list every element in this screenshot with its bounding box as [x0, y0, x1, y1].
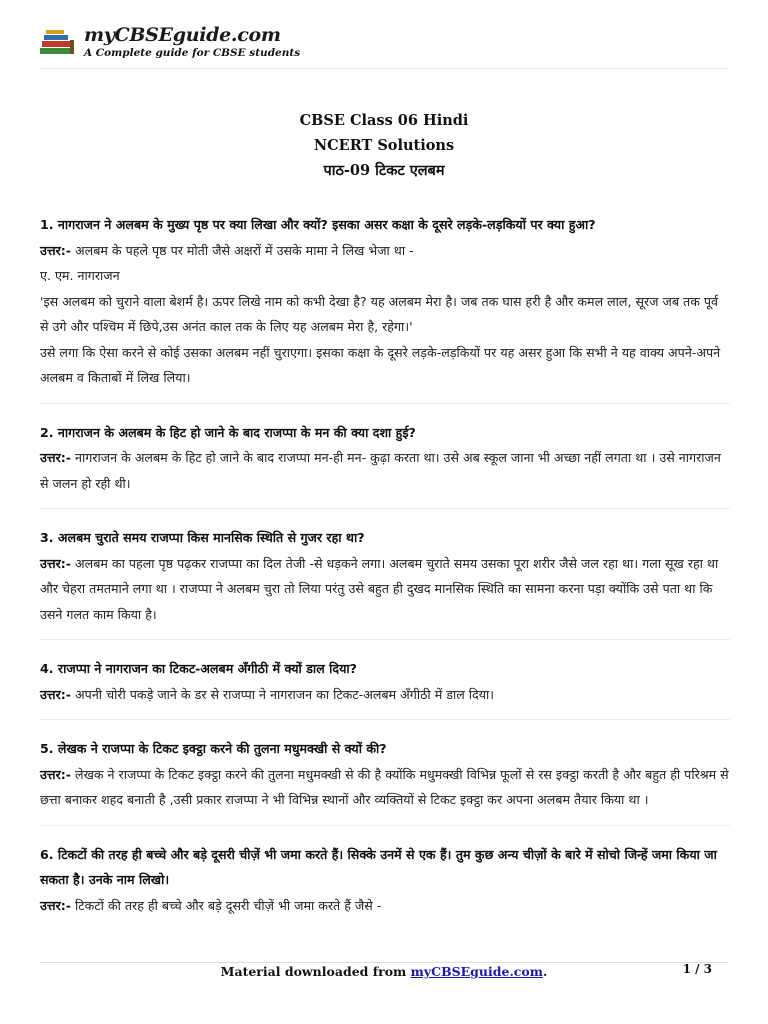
answer-text — [40, 893, 730, 919]
brand-tagline: A Complete guide for CBSE students — [84, 47, 301, 59]
footer-link[interactable]: myCBSEguide.com — [410, 964, 543, 979]
answer-label: उत्तर:- — [40, 555, 72, 571]
header-divider — [40, 68, 728, 69]
answer-label: उत्तर:- — [40, 450, 72, 465]
answer-label: उत्तर:- — [40, 686, 72, 702]
answer-paragraph: उसे लगा कि ऐसा करने से कोई उसका अलबम नहीं चुराएगा। इसका कक्षा के दूसरे लड़के-लड़कियों पर यह असर हुआ कि सभी ने यह वाक्य अपने-अपने अलबम व किताबों में लिख लिया। — [40, 344, 721, 385]
qa-item — [40, 736, 730, 826]
answer-body: नागराजन के अलबम के हिट हो जाने के बाद राजप्पा मन-ही मन- कुढ़ा करता था। उसे अब स्कूल जाना भी अच्छा नहीं लगता था । उसे नागराजन से जलन हो रही थी। — [40, 450, 721, 491]
question-text: 3. अलबम चुराते समय राजप्पा किस मानसिक स्थिति से गुजर रहा था? — [40, 530, 365, 545]
answer-body: लेखक ने राजप्पा के टिकट इक्ट्ठा करने की तुलना मधुमक्खी से की है क्योंकि मधुमक्खी विभिन्न फूलों से रस इक्ट्ठा करती है और बहुत ही परिश्रम से छत्ता बनाकर शहद बनाती है ,उसी प्रकार राजप्पा ने भी विभिन्न स्थानों और व्यक्तियों से टिकट इक्ट्ठा कर अपना अलबम तैयार किया था । — [40, 766, 729, 807]
question-text: 4. राजप्पा ने नागराजन का टिकट-अलबम अँगीठी में क्यों डाल दिया? — [40, 661, 357, 676]
answer-text — [40, 682, 730, 708]
question-text: 5. लेखक ने राजप्पा के टिकट इक्ट्ठा करने की तुलना मधुमक्खी से क्यों की? — [40, 741, 387, 756]
answer-paragraph: ए. एम. नागराजन — [40, 268, 120, 283]
answer-label: उत्तर:- — [40, 897, 72, 913]
books-icon — [38, 28, 78, 58]
answer-text — [40, 238, 730, 264]
footer — [0, 962, 768, 982]
qa-list — [40, 212, 730, 946]
title-line-2: NCERT Solutions — [313, 137, 455, 154]
page-number: 1 / 3 — [682, 962, 712, 976]
footer-suffix: . — [542, 964, 548, 979]
answer-label: उत्तर:- — [40, 766, 72, 782]
brand-name[interactable]: myCBSEguide.com — [84, 24, 281, 46]
answer-text — [40, 762, 730, 813]
answer-body: अलबम का पहला पृष्ठ पढ़कर राजप्पा का दिल तेजी -से धड़कने लगा। अलबम चुराते समय उसका पूरा शरीर जैसे जल रहा था। गला सूख रहा था और चेहरा तमतमाने लगा था । राजप्पा ने अलबम चुरा तो लिया परंतु उसे बहुत ही दुखद मानसिक स्थिति का सामना करना पड़ा क्योंकि उसे पता था कि उसने गलत काम किया है। — [40, 555, 719, 622]
answer-body: टिकटों की तरह ही बच्चे और बड़े दूसरी चीज़ें भी जमा करते हैं जैसे - — [75, 897, 382, 913]
question-text: 6. टिकटों की तरह ही बच्चे और बड़े दूसरी चीज़ें भी जमा करते हैं। सिक्के उनमें से एक हैं। तुम कुछ अन्य चीज़ों के बारे में सोचो जिन्हें जमा किया जा सकता है। उनके नाम लिखो। — [40, 846, 717, 887]
question-text: 2. नागराजन के अलबम के हिट हो जाने के बाद राजप्पा के मन की क्या दशा हुई? — [40, 424, 416, 440]
site-header — [38, 24, 301, 64]
question-text: 1. नागराजन ने अलबम के मुख्य पृष्ठ पर क्या लिखा और क्यों? इसका असर कक्षा के दूसरे लड़के-लड़कियों पर क्या हुआ? — [40, 217, 596, 232]
title-line-3: पाठ-09 टिकट एलबम — [323, 162, 445, 179]
answer-body: अलबम के पहले पृष्ठ पर मोती जैसे अक्षरों में उसके मामा ने लिख भेजा था - — [75, 242, 414, 258]
document-titles — [0, 108, 768, 183]
qa-item — [40, 656, 730, 720]
answer-text — [40, 445, 730, 496]
answer-label: उत्तर:- — [40, 242, 72, 258]
qa-item — [40, 212, 730, 404]
answer-text — [40, 551, 730, 628]
qa-item — [40, 842, 730, 931]
qa-item — [40, 420, 730, 510]
answer-paragraph: 'इस अलबम को चुराने वाला बेशर्म है। ऊपर लिखे नाम को कभी देखा है? यह अलबम मेरा है। जब तक घास हरी है और कमल लाल, सूरज जब तक पूर्व से उगे और पश्चिम में छिपे,उस अनंत काल तक के लिए यह अलबम मेरा है, रहेगा।' — [40, 293, 719, 334]
qa-item — [40, 525, 730, 640]
title-line-1: CBSE Class 06 Hindi — [299, 112, 469, 129]
answer-body: अपनी चोरी पकड़े जाने के डर से राजप्पा ने नागराजन का टिकट-अलबम अँगीठी में डाल दिया। — [75, 686, 495, 702]
footer-text: Material downloaded from — [220, 964, 411, 979]
